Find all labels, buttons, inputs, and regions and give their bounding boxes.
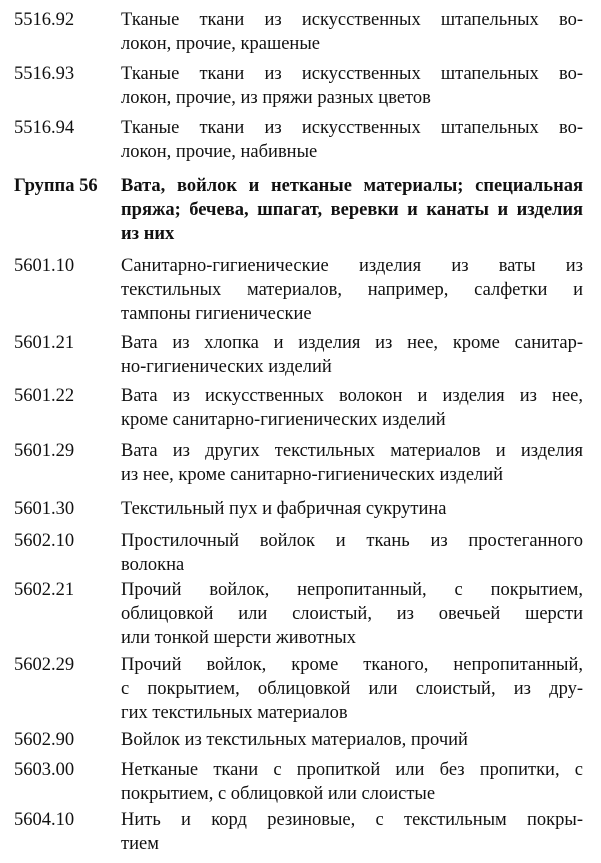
description-line: Прочий войлок, кроме тканого, непропитанный, <box>121 655 583 675</box>
description-line: из нее, кроме санитарно-гигиенических изделий <box>121 465 504 485</box>
entry-code: 5601.22 <box>14 386 75 406</box>
entry-description <box>121 384 583 432</box>
description-line: Войлок из текстильных материалов, прочий <box>121 730 468 750</box>
description-line: Тканые ткани из искусственных штапельных во- <box>121 118 583 138</box>
entry-description <box>121 116 583 164</box>
description-line: с покрытием, облицовкой или слоистый, из дру- <box>121 679 583 699</box>
description-line: или тонкой шерсти животных <box>121 628 356 648</box>
entry-code: 5516.92 <box>14 10 75 30</box>
description-line: облицовкой или слоистый, из овечьей шерсти <box>121 604 583 624</box>
entry-description <box>121 254 583 326</box>
entry-description <box>121 439 583 487</box>
entry-description <box>121 529 583 577</box>
description-line: локон, прочие, крашеные <box>121 34 320 54</box>
entry-description <box>121 331 583 379</box>
entry-description <box>121 653 583 725</box>
entry-code: 5516.93 <box>14 64 75 84</box>
description-line: Простилочный войлок и ткань из простеганного <box>121 531 583 551</box>
entry-code: 5602.90 <box>14 730 75 750</box>
description-line: пряжа; бечева, шпагат, веревки и канаты и изделия <box>121 200 583 220</box>
description-line: тампоны гигиенические <box>121 304 312 324</box>
entry-description <box>121 808 583 856</box>
description-line: локон, прочие, из пряжи разных цветов <box>121 88 431 108</box>
entry-description <box>121 758 583 806</box>
entry-code: 5601.30 <box>14 499 75 519</box>
entry-description <box>121 8 583 56</box>
entry-description <box>121 62 583 110</box>
description-line: Нить и корд резиновые, с текстильным покры- <box>121 810 583 830</box>
entry-code: 5603.00 <box>14 760 75 780</box>
description-line: Вата из искусственных волокон и изделия из нее, <box>121 386 583 406</box>
description-line: Нетканые ткани с пропиткой или без пропитки, с <box>121 760 583 780</box>
entry-code: 5602.10 <box>14 531 75 551</box>
description-line: Вата из других текстильных материалов и изделия <box>121 441 583 461</box>
description-line: из них <box>121 224 175 244</box>
description-line: Вата, войлок и нетканые материалы; специальная <box>121 176 583 196</box>
description-line: тием <box>121 834 159 854</box>
entry-description <box>121 578 583 650</box>
description-line: волокна <box>121 555 185 575</box>
entry-code: 5602.21 <box>14 580 75 600</box>
entry-code: 5516.94 <box>14 118 75 138</box>
group-label: Группа 56 <box>14 176 98 196</box>
description-line: локон, прочие, набивные <box>121 142 318 162</box>
entry-code: 5604.10 <box>14 810 75 830</box>
description-line: покрытием, с облицовкой или слоистые <box>121 784 436 804</box>
description-line: Прочий войлок, непропитанный, с покрытием, <box>121 580 583 600</box>
entry-description <box>121 497 583 521</box>
description-line: Текстильный пух и фабричная сукрутина <box>121 499 447 519</box>
entry-code: 5601.10 <box>14 256 75 276</box>
description-line: Вата из хлопка и изделия из нее, кроме санитар- <box>121 333 583 353</box>
description-line: Санитарно-гигиенические изделия из ваты из <box>121 256 583 276</box>
entry-code: 5601.21 <box>14 333 75 353</box>
description-line: кроме санитарно-гигиенических изделий <box>121 410 446 430</box>
description-line: Тканые ткани из искусственных штапельных во- <box>121 64 583 84</box>
description-line: но-гигиенических изделий <box>121 357 332 377</box>
description-line: Тканые ткани из искусственных штапельных во- <box>121 10 583 30</box>
description-line: текстильных материалов, например, салфетки и <box>121 280 583 300</box>
entry-description <box>121 174 583 246</box>
description-line: гих текстильных материалов <box>121 703 348 723</box>
entry-code: 5602.29 <box>14 655 75 675</box>
entry-description <box>121 728 583 752</box>
entry-code: 5601.29 <box>14 441 75 461</box>
